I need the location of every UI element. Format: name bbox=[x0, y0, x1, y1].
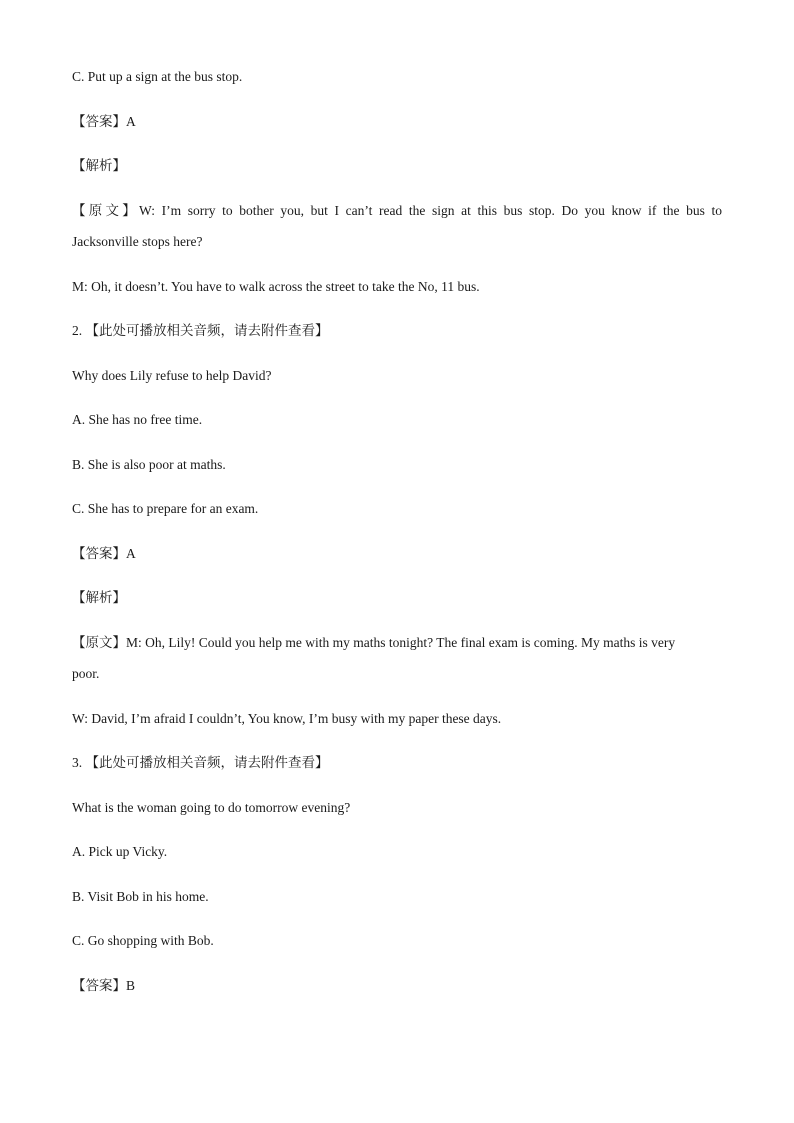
q2-transcript-line3: W: David, I’m afraid I couldn’t, You know, I’m busy with my paper these days. bbox=[72, 711, 502, 726]
q2-option-a: A. She has no free time. bbox=[72, 412, 203, 427]
q1-transcript-line1: 【原文】W: I’m sorry to bother you, but I can’t read the sign at this bus stop. Do you know if the bus to bbox=[72, 203, 722, 218]
q1-transcript-line3: M: Oh, it doesn’t. You have to walk across the street to take the No, 11 bus. bbox=[72, 279, 480, 294]
q2-option-b: B. She is also poor at maths. bbox=[72, 457, 226, 472]
q2-transcript-line1: 【原文】M: Oh, Lily! Could you help me with my maths tonight? The final exam is coming. My maths is very bbox=[72, 635, 676, 650]
q2-question: Why does Lily refuse to help David? bbox=[72, 368, 272, 383]
q2-option-c: C. She has to prepare for an exam. bbox=[72, 501, 259, 516]
q3-header: 3. 【此处可播放相关音频，请去附件查看】 bbox=[72, 755, 329, 770]
q3-option-a: A. Pick up Vicky. bbox=[72, 844, 168, 859]
q1-analysis-heading: 【解析】 bbox=[72, 158, 126, 173]
q3-option-b: B. Visit Bob in his home. bbox=[72, 889, 209, 904]
q3-answer: 【答案】B bbox=[72, 978, 136, 993]
q1-transcript-line2: Jacksonville stops here? bbox=[72, 234, 203, 249]
q3-question: What is the woman going to do tomorrow evening? bbox=[72, 800, 351, 815]
q3-option-c: C. Go shopping with Bob. bbox=[72, 933, 214, 948]
q2-transcript-line2: poor. bbox=[72, 666, 100, 681]
q1-answer: 【答案】A bbox=[72, 114, 136, 129]
q2-analysis-heading: 【解析】 bbox=[72, 590, 126, 605]
q2-header: 2. 【此处可播放相关音频，请去附件查看】 bbox=[72, 323, 329, 338]
q2-answer: 【答案】A bbox=[72, 546, 136, 561]
q1-option-c: C. Put up a sign at the bus stop. bbox=[72, 69, 243, 84]
